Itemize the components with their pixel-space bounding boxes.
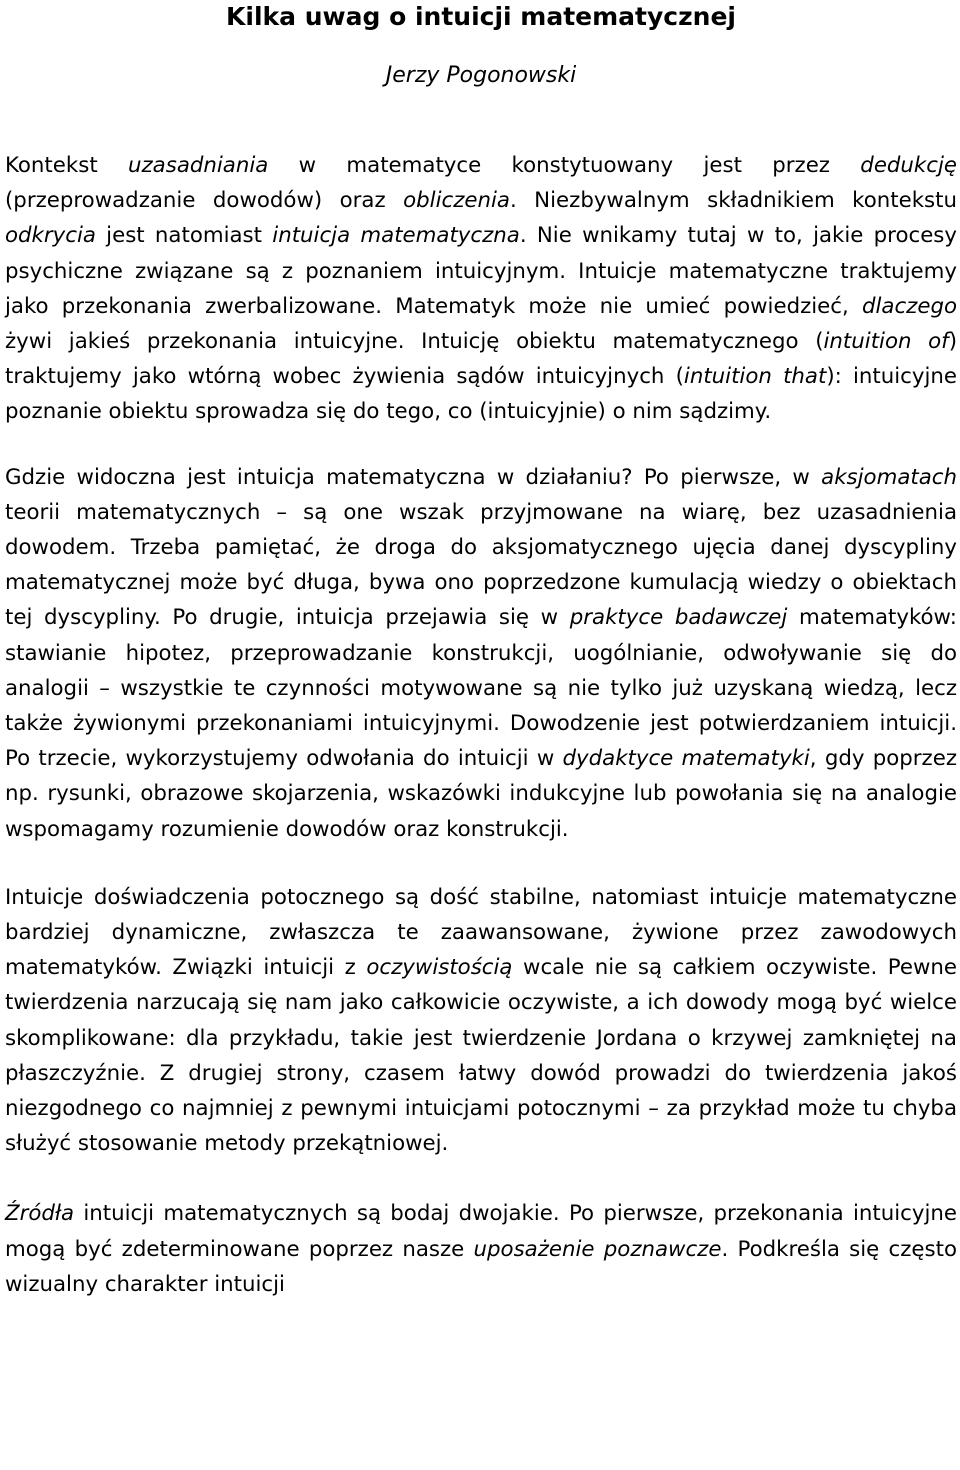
document-title: Kilka uwag o intuicji matematycznej xyxy=(226,2,736,31)
emphasized-text: uzasadniania xyxy=(128,153,269,178)
emphasized-text: obliczenia xyxy=(403,188,510,214)
emphasized-text: dlaczego xyxy=(861,293,957,319)
emphasized-text: uposażenie poznawcze xyxy=(473,1236,722,1262)
text-run: . Nie wnikamy tutaj w to, jakie procesy psychiczne związane są z poznaniem intuicyjnym. Intuicje matematyczne traktujemy jako przekonania zwerbalizowane. Matematyk może nie umieć powiedzieć, xyxy=(5,223,958,319)
emphasized-text: odkrycia xyxy=(5,223,96,249)
emphasized-text: oczywistością xyxy=(366,955,513,981)
text-run: żywi jakieś przekonania intuicyjne. Intuicję obiektu matematycznego ( xyxy=(5,329,824,355)
paragraph xyxy=(5,880,957,1162)
emphasized-text: intuition that xyxy=(683,364,827,390)
paragraph xyxy=(5,148,957,430)
text-run: ): intuicyjne poznanie obiektu sprowadza się do tego, co (intuicyjnie) o nim sądzimy. xyxy=(5,364,958,425)
text-run: teorii matematycznych – są one wszak przyjmowane na wiarę, bez uzasadnienia dowodem. Trzeba pamiętać, że droga do aksjomatycznego ujęcia danej dyscypliny matematycznej może być długa, bywa ono poprzedzone kumulacją wiedzy o obiektach tej dyscypliny. Po drugie, intuicja przejawia się w xyxy=(5,499,957,631)
paragraph xyxy=(5,1196,957,1302)
emphasized-text: Źródła xyxy=(5,1201,75,1227)
text-run: , gdy poprzez np. rysunki, obrazowe skojarzenia, wskazówki indukcyjne lub powołania się na analogie wspomagamy rozumienie dowodów oraz konstrukcji. xyxy=(5,746,957,842)
text-run: (przeprowadzanie dowodów) oraz xyxy=(5,188,404,214)
text-run: w matematyce konstytuowany jest przez xyxy=(268,153,861,178)
emphasized-text: intuition of xyxy=(823,329,949,355)
emphasized-text: aksjomatach xyxy=(821,464,957,490)
text-run: . Podkreśla się często wizualny charakter intuicji xyxy=(5,1236,957,1297)
text-run: intuicji matematycznych są bodaj dwojakie. Po pierwsze, przekonania intuicyjne mogą być zdeterminowane poprzez nasze xyxy=(5,1201,957,1262)
emphasized-text: dydaktyce matematyki xyxy=(562,746,810,772)
text-run: matematyków: stawianie hipotez, przeprowadzanie konstrukcji, uogólnianie, odwoływanie się do analogii – wszystkie te czynności motywowane są nie tylko już uzyskaną wiedzą, lecz także żywionymi przekonaniami intuicyjnymi. Dowodzenie jest potwierdzaniem intuicji. Po trzecie, wykorzystujemy odwołania do intuicji w xyxy=(5,605,957,772)
emphasized-text: intuicja matematyczna xyxy=(272,223,520,249)
text-run: Intuicje doświadczenia potocznego są dość stabilne, natomiast intuicje matematyczne bardziej dynamiczne, zwłaszcza te zaawansowane, żywione przez zawodowych matematyków. Związki intuicji z xyxy=(5,884,957,981)
text-run: jest natomiast xyxy=(95,223,273,249)
text-run: . Niezbywalnym składnikiem kontekstu xyxy=(509,188,957,214)
emphasized-text: praktyce badawczej xyxy=(569,605,788,631)
emphasized-text: dedukcję xyxy=(860,153,957,178)
text-run: wcale nie są całkiem oczywiste. Pewne twierdzenia narzucają się nam jako całkowicie oczywiste, a ich dowody mogą być wielce skomplikowane: dla przykładu, takie jest twierdzenie Jordana o krzywej zamkniętej na płaszczyźnie. Z drugiej strony, czasem łatwy dowód prowadzi do twierdzenia jakoś niezgodnego co najmniej z pewnymi intuicjami potocznymi – za przykład może tu chyba służyć stosowanie metody przekątniowej. xyxy=(5,955,957,1157)
author-name: Jerzy Pogonowski xyxy=(385,63,577,88)
paragraph xyxy=(5,460,957,847)
text-run: Kontekst xyxy=(5,153,128,178)
text-run: ) traktujemy jako wtórną wobec żywienia sądów intuicyjnych ( xyxy=(5,329,957,390)
text-run: Gdzie widoczna jest intuicja matematyczna w działaniu? Po pierwsze, w xyxy=(5,464,822,490)
